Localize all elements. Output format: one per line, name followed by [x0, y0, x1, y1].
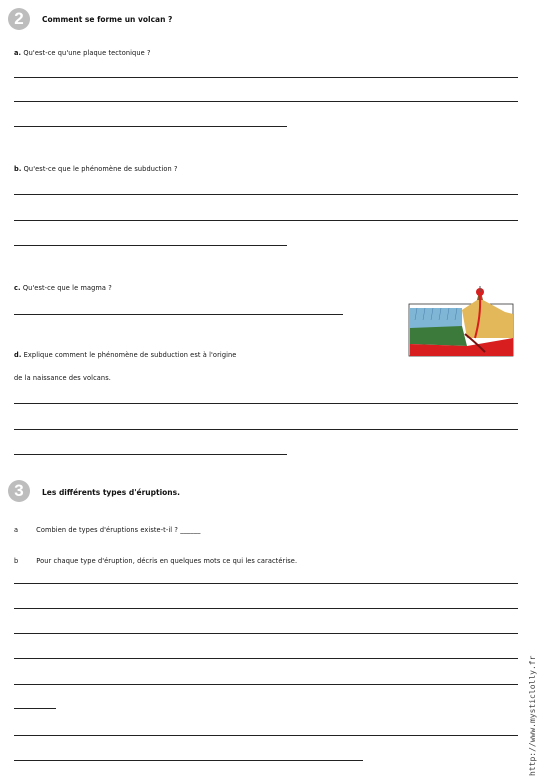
question-text: Explique comment le phénomène de subduction est à l'origine: [23, 351, 237, 359]
answer-line[interactable]: [14, 314, 343, 315]
question-b: [14, 165, 178, 173]
answer-line[interactable]: [14, 633, 518, 634]
question-letter: a: [14, 526, 19, 534]
question-letter: b.: [14, 165, 22, 173]
answer-line[interactable]: [14, 101, 518, 102]
question-c: [14, 284, 112, 292]
question-text: Qu'est-ce qu'une plaque tectonique ?: [23, 49, 151, 57]
subduction-volcano-illustration: [405, 286, 515, 358]
section-title: Les différents types d'éruptions.: [42, 488, 180, 497]
question-3b: [14, 557, 297, 565]
question-letter: d.: [14, 351, 22, 359]
answer-line[interactable]: [14, 194, 518, 195]
answer-line[interactable]: [14, 429, 518, 430]
question-letter: b: [14, 557, 19, 565]
section-number-badge: [8, 8, 30, 30]
answer-line[interactable]: [14, 403, 518, 404]
answer-line[interactable]: [14, 735, 518, 736]
question-letter: a.: [14, 49, 22, 57]
oceanic-plate: [410, 326, 467, 346]
answer-line[interactable]: [14, 760, 363, 761]
section-number: 2: [14, 9, 24, 28]
question-text: Qu'est-ce que le magma ?: [22, 284, 112, 292]
answer-line[interactable]: [14, 245, 287, 246]
answer-line[interactable]: [14, 220, 518, 221]
question-text: Combien de types d'éruptions existe-t-il ? ______: [36, 526, 201, 534]
question-text: Qu'est-ce que le phénomène de subduction ?: [23, 165, 178, 173]
answer-line[interactable]: [14, 658, 518, 659]
answer-line[interactable]: [14, 77, 518, 78]
question-a: [14, 49, 151, 57]
site-watermark: http://www.mysticlolly.fr: [528, 655, 537, 776]
answer-line[interactable]: [14, 583, 518, 584]
question-3a: [14, 526, 201, 534]
section-number: 3: [14, 481, 24, 500]
answer-line[interactable]: [14, 708, 56, 709]
question-letter: c.: [14, 284, 21, 292]
answer-line[interactable]: [14, 608, 518, 609]
question-d: [14, 351, 236, 359]
answer-line[interactable]: [14, 126, 287, 127]
question-text: Pour chaque type d'éruption, décris en quelques mots ce qui les caractérise.: [36, 557, 298, 565]
answer-line[interactable]: [14, 454, 287, 455]
section-number-badge: [8, 480, 30, 502]
section-title: Comment se forme un volcan ?: [42, 15, 173, 24]
question-d-continued: de la naissance des volcans.: [14, 374, 111, 382]
answer-line[interactable]: [14, 684, 518, 685]
